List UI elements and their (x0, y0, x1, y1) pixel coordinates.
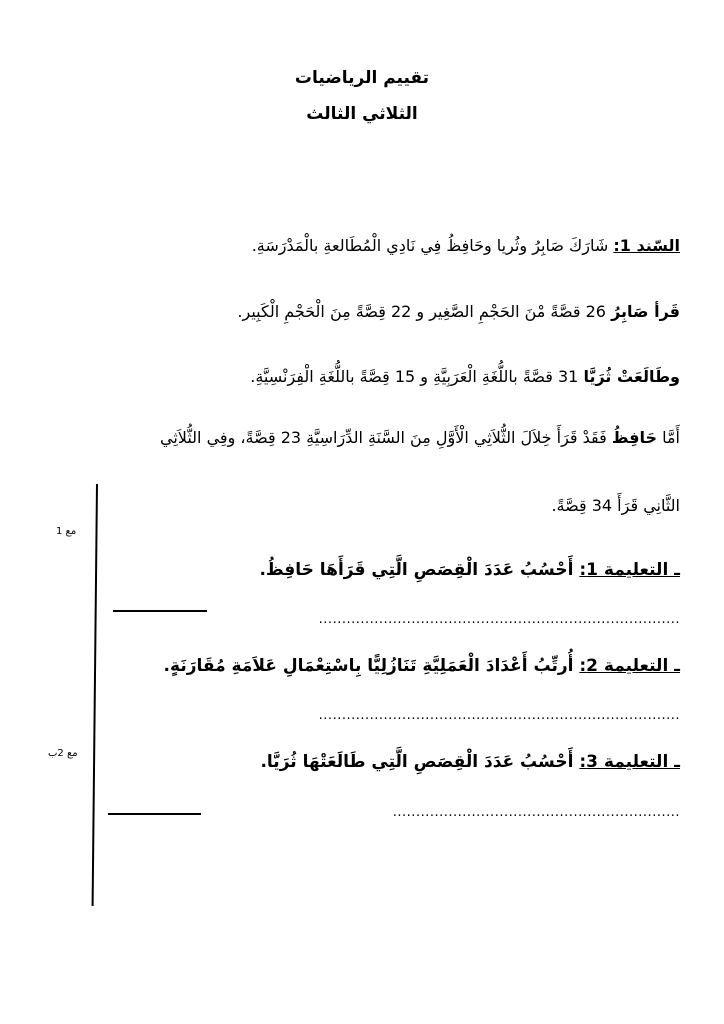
score-line-1 (113, 610, 207, 612)
support-label: السّند 1: (613, 236, 680, 255)
answer-area-3[interactable]: .............................................................. (392, 805, 680, 820)
page-title: تقييم الرياضيات (294, 68, 430, 88)
support-name-saber: قَرأ صَابِرُ (611, 302, 680, 321)
criterion-label-2b: مع 2ب (48, 748, 78, 759)
support-line-4 (160, 428, 680, 447)
support-line-3 (250, 367, 680, 386)
task-2-label: ـ التعليمة 2: (579, 656, 680, 676)
criterion-label-1: مع 1 (56, 526, 77, 537)
support-line-4-start: أَمَّا (657, 428, 680, 447)
task-3-label: ـ التعليمة 3: (579, 752, 680, 772)
answer-area-2[interactable]: .............................................................................. (318, 708, 680, 723)
answer-area-1[interactable]: .............................................................................. (318, 612, 680, 627)
support-line-2 (237, 302, 680, 321)
support-line-4-text: فَقَدْ قَرَأَ خِلاَلَ الثُّلاَثِي الْأَوَّلِ مِنَ السَّنَةِ الدِّرَاسِيَّةِ 23 قِصَّةً، وفِي الثُّلاَثِي (160, 428, 612, 447)
page-subtitle: الثلاثي الثالث (306, 104, 418, 124)
task-3-text: أَحْسُبُ عَدَدَ الْقِصَصِ الَّتِي طَالَعَتْهَا ثُرَيَّا. (260, 752, 580, 772)
task-3 (260, 752, 680, 772)
task-2-text: أُرتِّبُ أَعْدَادَ الْعَمَلِيَّةِ تَنَازُلِيًّا بِاسْتِعْمَالِ عَلاَمَةِ مُقَارَنَةٍ. (163, 656, 580, 676)
support-line-1 (252, 236, 680, 255)
support-line-3-text: 31 قصَّةً باللُّغَةِ الْعَرَبِيَّةِ و 15 قِصَّةً باللُّغَةِ الْفِرَنْسِيَّةِ. (250, 367, 584, 386)
task-1 (259, 560, 680, 580)
support-name-hafedh: حَافِظُ (611, 428, 658, 447)
task-2 (164, 656, 680, 676)
task-1-text: أَحْسُبُ عَدَدَ الْقِصَصِ الَّتِي قَرَأَهَا حَافِظُ. (259, 560, 580, 580)
support-name-thuraya: وطَالَعَتْ ثُرَيَّا (583, 367, 680, 386)
margin-vertical-line (92, 484, 98, 906)
support-intro: شَارَكَ صَابِرُ وثُريا وحَافِظُ فِي نَادِي الْمُطَالعةِ بالْمَدْرَسَةِ. (251, 236, 614, 255)
support-line-5: الثَّانِي قَرَأَ 34 قِصَّةً. (551, 496, 680, 515)
support-line-2-text: 26 قصَّةً مْنَ الحَجْمِ الصَّغِير و 22 قِصَّةً مِنَ الْحَجْمِ الْكَبِير. (237, 302, 612, 321)
task-1-label: ـ التعليمة 1: (579, 560, 680, 580)
score-line-2 (108, 813, 201, 815)
